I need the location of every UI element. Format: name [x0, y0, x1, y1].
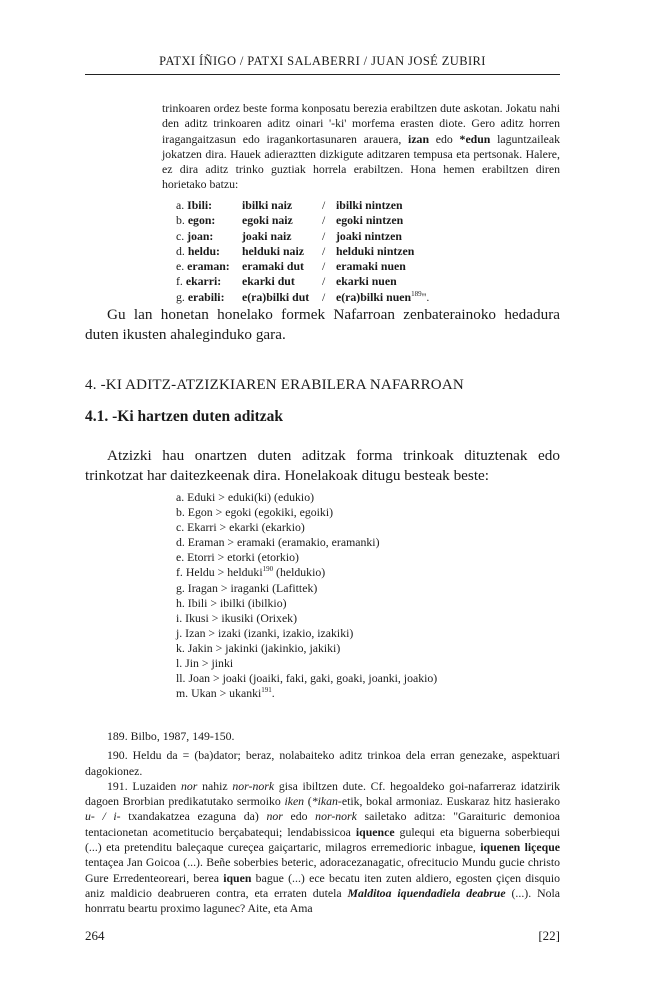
present-form: eramaki dut — [242, 259, 304, 274]
list-item: i. Ikusi > ikusiki (Orixek) — [176, 610, 298, 625]
list-item: m. Ukan > ukanki$^{191}$. — [176, 686, 275, 701]
verb-row — [176, 229, 433, 244]
list-item: k. Jakin > jakinki (jakinkio, jakiki) — [176, 640, 341, 655]
verb-label: b. egon: — [176, 213, 216, 228]
separator: / — [322, 198, 326, 212]
page-reference: [22] — [538, 928, 560, 943]
page-number: 264 — [85, 928, 105, 943]
present-form: helduki naiz — [242, 243, 304, 258]
separator: / — [322, 259, 326, 274]
list-item: j. Izan > izaki (izanki, izakio, izakiki) — [176, 625, 354, 640]
footnote-ref: 190 — [262, 565, 274, 574]
verb-form-table — [176, 198, 433, 305]
paragraph-suffix-verbs: Atzizki hau onartzen duten aditzak forma trinkoak dituztenak edo trinkotzat har daitezkeenak dira. Honelakoak ditugu besteak beste: — [85, 447, 560, 484]
past-form: helduki nintzen — [336, 243, 415, 258]
verb-row — [176, 290, 433, 305]
list-item: a. Eduki > eduki(ki) (edukio) — [176, 490, 315, 504]
intro-text-2: edo — [429, 131, 460, 146]
intro-text-1: trinkoaren ordez beste forma konposatu berezia erabiltzen dute askotan. Jokatu nahi den aditz trinkoaren aditz oinari '-ki' morfema erasten diote. Gero aditz horren iragangaitzasun edo iragankortasunaren arauera, — [162, 101, 560, 146]
present-form: egoki naiz — [242, 213, 293, 228]
separator: / — [322, 228, 326, 243]
subsection-heading: 4.1. -Ki hartzen duten aditzak — [85, 408, 284, 425]
running-head: PATXI ÍÑIGO / PATXI SALABERRI / JUAN JOSÉ ZUBIRI — [85, 54, 560, 75]
past-form: ekarki nuen — [336, 274, 397, 289]
verb-label: a. Ibili: — [176, 198, 213, 212]
footnote-189: 189. Bilbo, 1987, 149-150. — [107, 729, 235, 743]
verb-row — [176, 198, 433, 213]
footnote-ref: 189 — [411, 289, 422, 298]
verb-label: d. heldu: — [176, 243, 220, 258]
list-item: l. Jin > jinki — [176, 656, 234, 671]
footnotes — [85, 729, 560, 917]
intro-paragraph — [162, 101, 560, 193]
example-list — [176, 490, 437, 701]
present-form: joaki naiz — [242, 228, 292, 243]
list-item: h. Ibili > ibilki (ibilkio) — [176, 595, 287, 610]
footnote-ref: 191 — [261, 686, 272, 695]
past-form: eramaki nuen — [336, 259, 406, 274]
present-form: ekarki dut — [242, 274, 295, 289]
verb-label: f. ekarri: — [176, 274, 222, 289]
separator: / — [322, 243, 326, 258]
list-item: ll. Joan > joaki (joaiki, faki, gaki, goaki, joanki, joakio) — [176, 671, 438, 686]
list-item: b. Egon > egoki (egokiki, egoiki) — [176, 505, 334, 520]
verb-row — [176, 244, 433, 259]
verb-row — [176, 213, 433, 228]
past-form: e(ra)bilki nuen$^{189}$". — [336, 289, 430, 304]
list-item: d. Eraman > eramaki (eramakio, eramanki) — [176, 535, 380, 550]
list-item: c. Ekarri > ekarki (ekarkio) — [176, 520, 305, 535]
verb-row — [176, 259, 433, 274]
paragraph-scope: Gu lan honetan honelako formek Nafarroan zenbaterainoko hedadura duten ikusten ahaleginduko gara. — [85, 306, 560, 343]
present-form: ibilki naiz — [242, 198, 293, 212]
verb-label: g. erabili: — [176, 289, 225, 304]
intro-text-3: laguntzaileak jokatzen dira. Hauek adieraztten dizkigute aditzaren tempusa eta pertsonak. Halere, ez dira aditz trinko guztiak horrela erabiltzen. Hona hemen erabiltzen diren horietako batzu: — [162, 131, 560, 192]
list-item: e. Etorri > etorki (etorkio) — [176, 550, 299, 565]
footnote-191: 191. Luzaiden nor nahiz nor-nork gisa ibiltzen dute. Cf. hegoaldeko goi-nafarreraz idatzirik dagoen Brorbian predikatutako sermoiko iken (*ikan-etik, bokal armoniaz. Euskaraz hitz hasierako u- / i- txandakatzea ezaguna da) nor edo nor-nork sailetako aditza: "Garaituric demonioa tentacionetan acometitucio berçabatequi; lendabissicoa iquence gulequi eta biguerna soberbiequi (...) eta pretenditu baleçaque cureçea gaiçartaric, milagros erremedioric inbague, iquenen liçeque tentaçea Jan Goicoa (...). Beñe soberbies beteric, adoracezanagatic, ofrecitucio Mundu gucie christo Gure Erredenteoreari, berea iquen bague (...) ece becatu iten zuten aldiero, egosten çiçen disquio aniz maldicio deabrueren contra, eta erraten dutela Malditoa iquendadiela deabrue (...). Nola honrratu beartu proximo lagunec? Aite, eta Ama — [85, 778, 561, 916]
separator: / — [322, 213, 326, 228]
past-form: joaki nintzen — [336, 228, 402, 243]
list-item: g. Iragan > iraganki (Lafittek) — [176, 580, 318, 595]
bold-edun: *edun — [459, 131, 491, 146]
list-item: f. Heldu > helduki$^{190}$ (heldukio) — [176, 565, 326, 580]
verb-label: e. eraman: — [176, 259, 230, 274]
verb-label: c. joan: — [176, 228, 214, 243]
verb-row — [176, 274, 433, 289]
past-form: egoki nintzen — [336, 213, 404, 228]
separator: / — [322, 274, 326, 289]
bold-izan: izan — [408, 131, 430, 146]
present-form: e(ra)bilki dut — [242, 289, 310, 304]
footnote-190: 190. Heldu da = (ba)dator; beraz, nolabaiteko aditz trinkoa dela erran genezake, aspektuari dagokionez. — [85, 748, 560, 778]
past-form: ibilki nintzen — [336, 198, 403, 212]
separator: / — [322, 289, 326, 304]
section-heading: 4. -KI ADITZ-ATZIZKIAREN ERABILERA NAFARROAN — [85, 377, 464, 393]
